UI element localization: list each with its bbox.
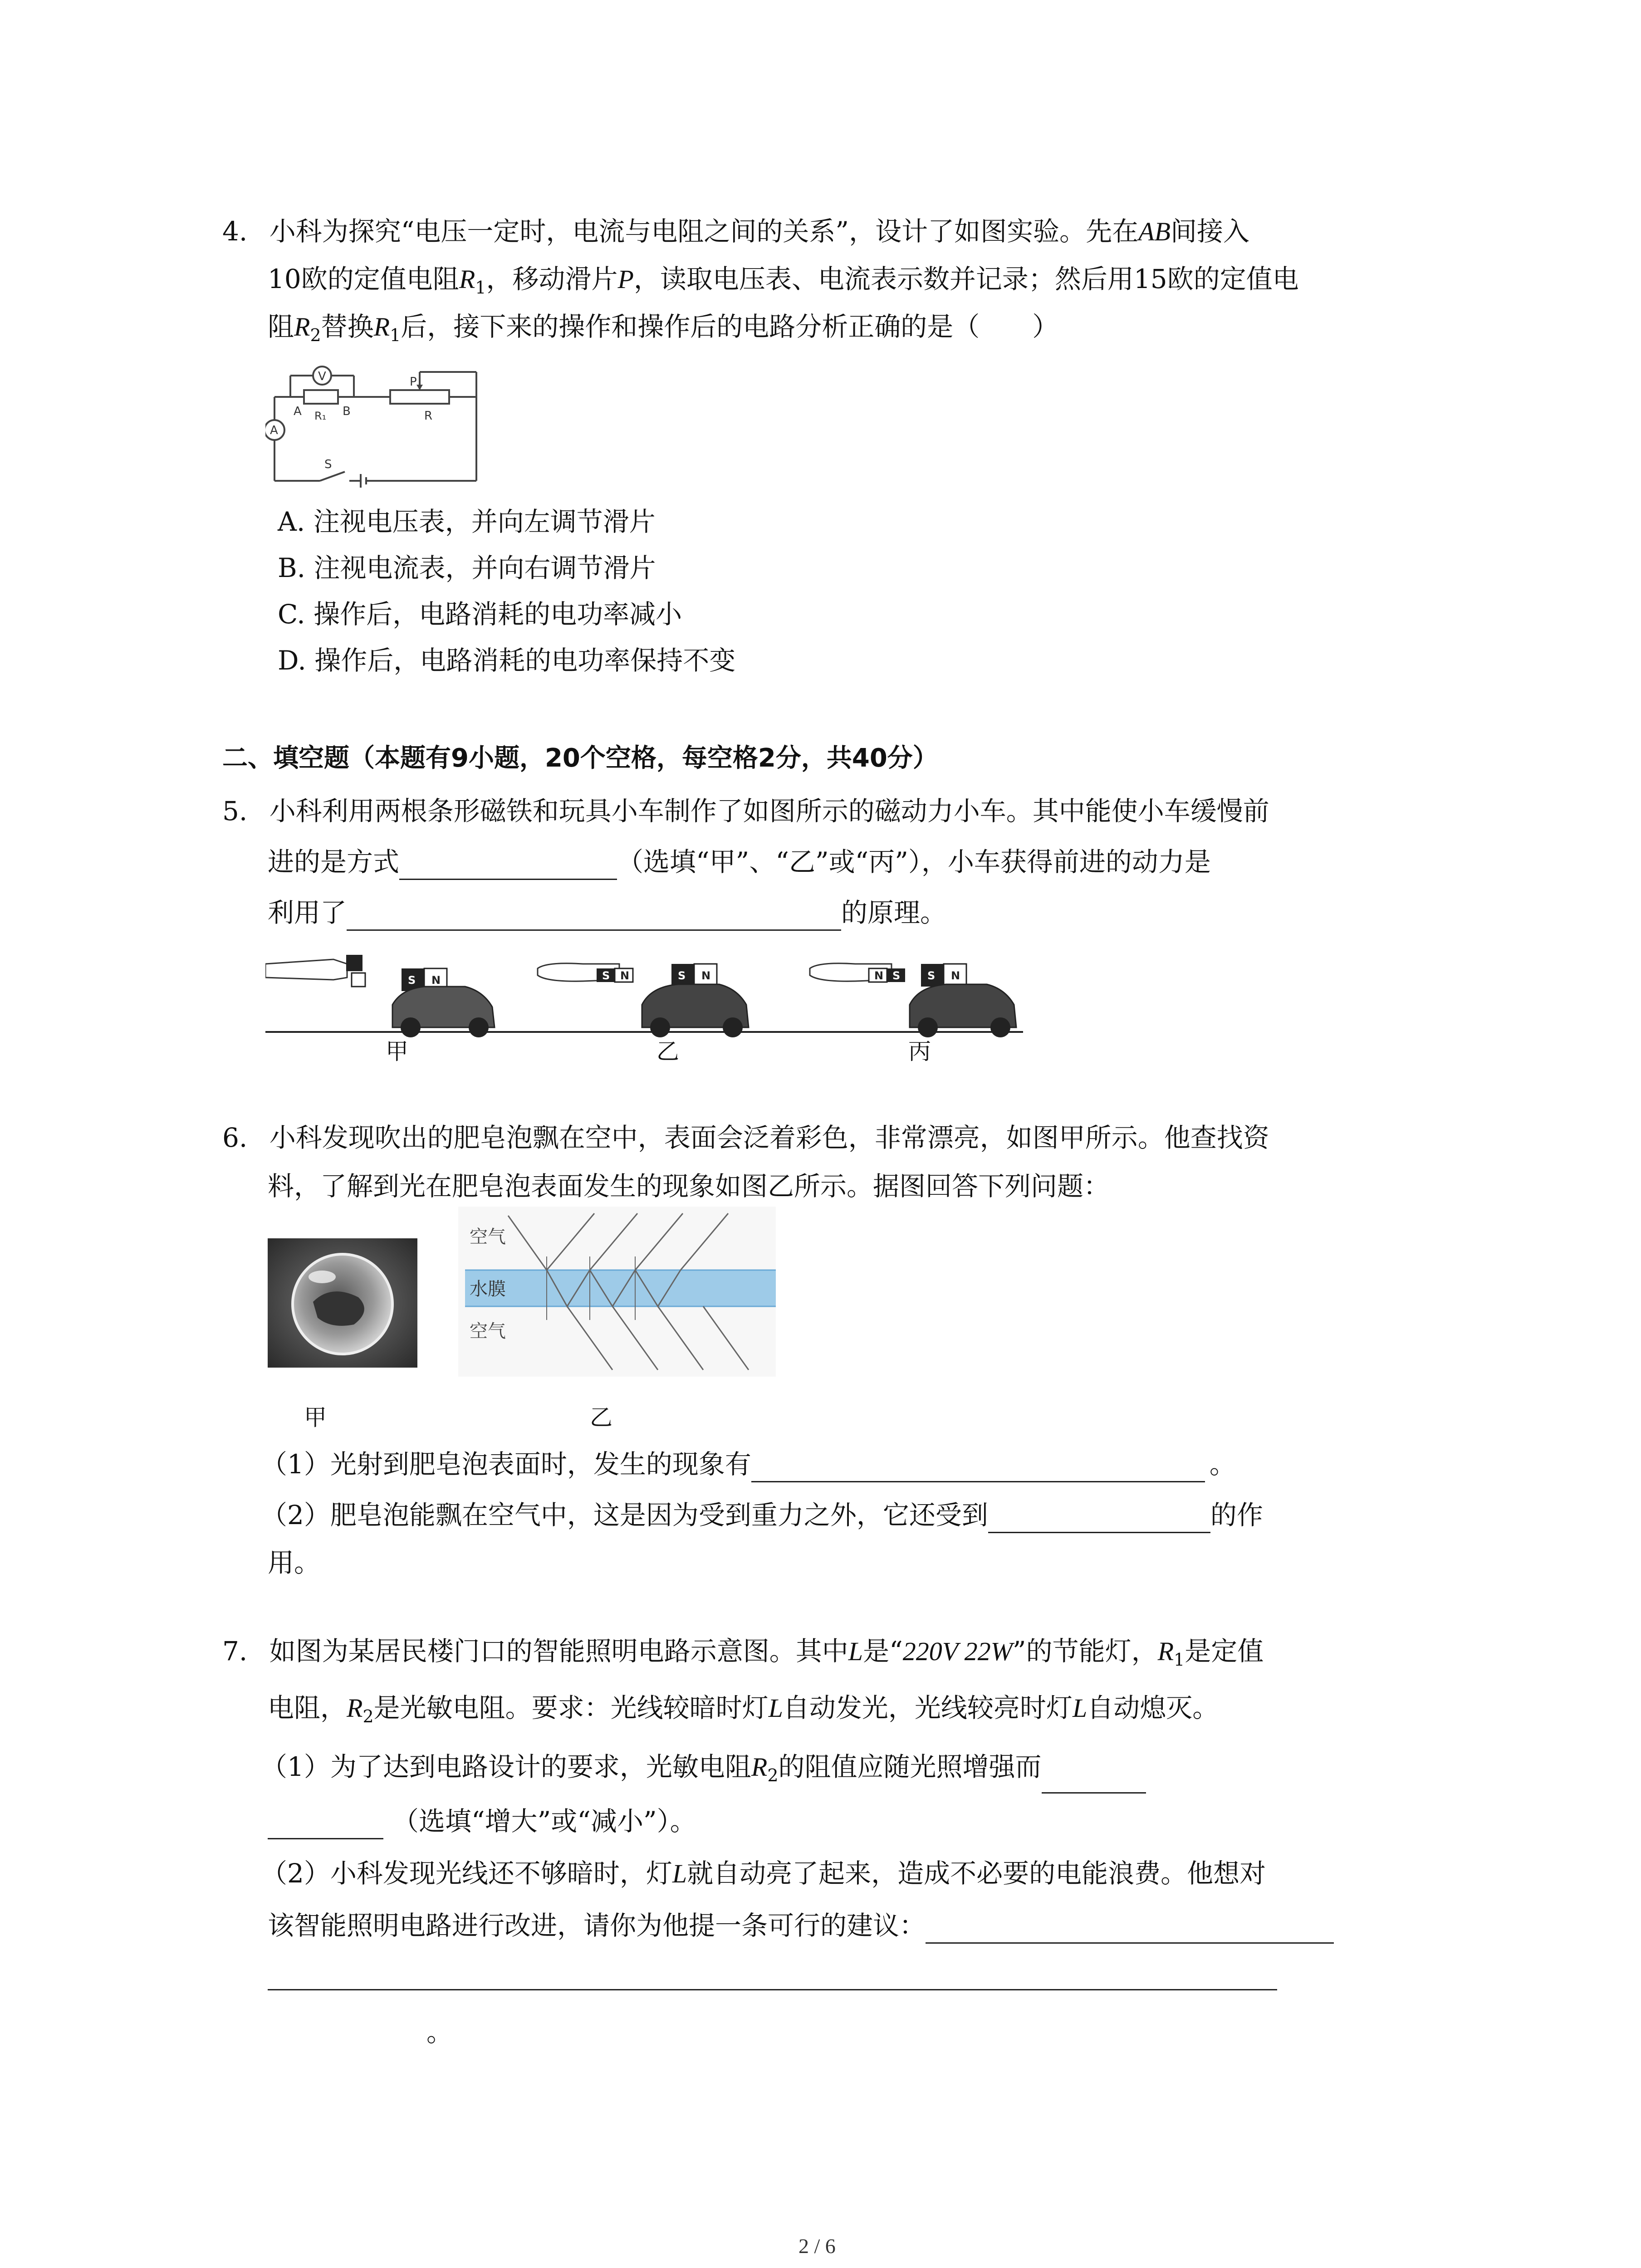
q5-blank-1[interactable] bbox=[399, 850, 617, 880]
q5-line-2: 进的是方式 （选填“甲”、“乙”或“丙”），小车获得前进的动力是 bbox=[268, 844, 1211, 880]
q6-line-2: 料，了解到光在肥皂泡表面发生的现象如图乙所示。据图回答下列问题： bbox=[268, 1171, 1110, 1202]
q5-caption-jia: 甲 bbox=[386, 1038, 408, 1065]
svg-text:S: S bbox=[602, 969, 610, 982]
label-air-bottom: 空气 bbox=[470, 1321, 506, 1342]
q4-line-1: 4. 小科为探究“电压一定时，电流与电阻之间的关系”，设计了如图实验。先在AB间接入 bbox=[222, 216, 1249, 247]
q5-number: 5. bbox=[222, 796, 248, 826]
q4-line-3: 阻$R_2$替换$R_1$后，接下来的操作和操作后的电路分析正确的是（ ） bbox=[268, 311, 1059, 345]
q7-sub-2-cont: 该智能照明电路进行改进，请你为他提一条可行的建议： bbox=[268, 1907, 1334, 1944]
q7-sub-1-cont: （选填“增大”或“减小”）。 bbox=[268, 1803, 696, 1839]
q4-number: 4. bbox=[222, 216, 248, 247]
q6-blank-2[interactable] bbox=[988, 1504, 1210, 1533]
q5-magnet-car-figure bbox=[265, 937, 1023, 1046]
q7-line-2: 电阻，$R_2$是光敏电阻。要求：光线较暗时灯L自动发光，光线较亮时灯L自动熄灭。 bbox=[268, 1692, 1219, 1726]
q4-option-c: C. 操作后，电路消耗的电功率减小 bbox=[278, 599, 682, 630]
q5-caption-yi: 乙 bbox=[656, 1038, 679, 1065]
thin-film-diagram bbox=[458, 1207, 776, 1377]
q7-sub-2-end: 。 bbox=[426, 2017, 453, 2048]
q7-line-1: 7. 如图为某居民楼门口的智能照明电路示意图。其中L是“220V 22W”的节能灯，$R_1$是定值 bbox=[222, 1636, 1264, 1670]
label-air-top: 空气 bbox=[470, 1227, 506, 1247]
section-2-heading: 二、填空题（本题有9小题，20个空格，每空格2分，共40分） bbox=[222, 743, 938, 773]
q7-blank-1b[interactable] bbox=[268, 1810, 383, 1839]
q4-option-b: B. 注视电流表，并向右调节滑片 bbox=[278, 552, 656, 583]
svg-text:N: N bbox=[431, 974, 441, 987]
svg-text:S: S bbox=[927, 969, 936, 982]
point-a-label: A bbox=[294, 405, 302, 418]
point-b-label: B bbox=[343, 405, 351, 418]
q7-number: 7. bbox=[222, 1636, 248, 1667]
q4-circuit-diagram bbox=[265, 363, 488, 494]
q6-sub-2-cont: 用。 bbox=[268, 1547, 321, 1578]
q5-line-3: 利用了 的原理。 bbox=[268, 894, 946, 931]
switch-s-label: S bbox=[324, 458, 332, 471]
q6-caption-yi: 乙 bbox=[590, 1404, 612, 1431]
q5-line-1: 5. 小科利用两根条形磁铁和玩具小车制作了如图所示的磁动力小车。其中能使小车缓慢前 bbox=[222, 796, 1269, 826]
page-number: 2 / 6 bbox=[798, 2234, 836, 2258]
voltmeter-label: V bbox=[318, 370, 326, 383]
q7-sub-2: （2）小科发现光线还不够暗时，灯L就自动亮了起来，造成不必要的电能浪费。他想对 bbox=[261, 1858, 1266, 1889]
svg-text:N: N bbox=[874, 969, 884, 982]
label-water-film: 水膜 bbox=[470, 1279, 506, 1300]
q6-number: 6. bbox=[222, 1122, 248, 1153]
q6-sub-1: （1）光射到肥皂泡表面时，发生的现象有 。 bbox=[261, 1446, 1236, 1482]
svg-text:S: S bbox=[408, 974, 416, 987]
q6-line-1: 6. 小科发现吹出的肥皂泡飘在空中，表面会泛着彩色，非常漂亮，如图甲所示。他查找资 bbox=[222, 1122, 1269, 1153]
car-yi bbox=[538, 963, 749, 1037]
svg-text:N: N bbox=[701, 969, 711, 982]
q7-blank-2a[interactable] bbox=[926, 1914, 1334, 1944]
q5-blank-2[interactable] bbox=[347, 901, 841, 931]
car-jia bbox=[265, 955, 495, 1037]
q7-blank-1a[interactable] bbox=[1042, 1764, 1146, 1794]
svg-text:S: S bbox=[892, 969, 901, 982]
q6-caption-jia: 甲 bbox=[304, 1404, 327, 1431]
q6-blank-1[interactable] bbox=[751, 1453, 1205, 1482]
r1-label: R₁ bbox=[314, 410, 327, 422]
soap-bubble-photo bbox=[268, 1238, 417, 1368]
svg-text:S: S bbox=[678, 969, 686, 982]
ammeter-label: A bbox=[270, 424, 278, 437]
q7-blank-2b[interactable] bbox=[268, 1989, 1277, 1990]
car-bing bbox=[810, 963, 1016, 1037]
q7-sub-1: （1）为了达到电路设计的要求，光敏电阻$R_2$的阻值应随光照增强而 bbox=[261, 1749, 1146, 1794]
q4-line-2: 10欧的定值电阻$R_1$，移动滑片P，读取电压表、电流表示数并记录；然后用15欧的定值电 bbox=[268, 264, 1299, 298]
slider-p-label: P bbox=[410, 375, 417, 389]
svg-text:N: N bbox=[951, 969, 960, 982]
q5-caption-bing: 丙 bbox=[908, 1038, 931, 1065]
q4-option-a: A. 注视电压表，并向左调节滑片 bbox=[278, 506, 656, 537]
q4-option-d: D. 操作后，电路消耗的电功率保持不变 bbox=[278, 645, 736, 676]
svg-text:N: N bbox=[620, 969, 630, 982]
rheostat-r-label: R bbox=[424, 409, 433, 423]
q6-sub-2: （2）肥皂泡能飘在空气中，这是因为受到重力之外，它还受到 的作 bbox=[261, 1497, 1263, 1533]
